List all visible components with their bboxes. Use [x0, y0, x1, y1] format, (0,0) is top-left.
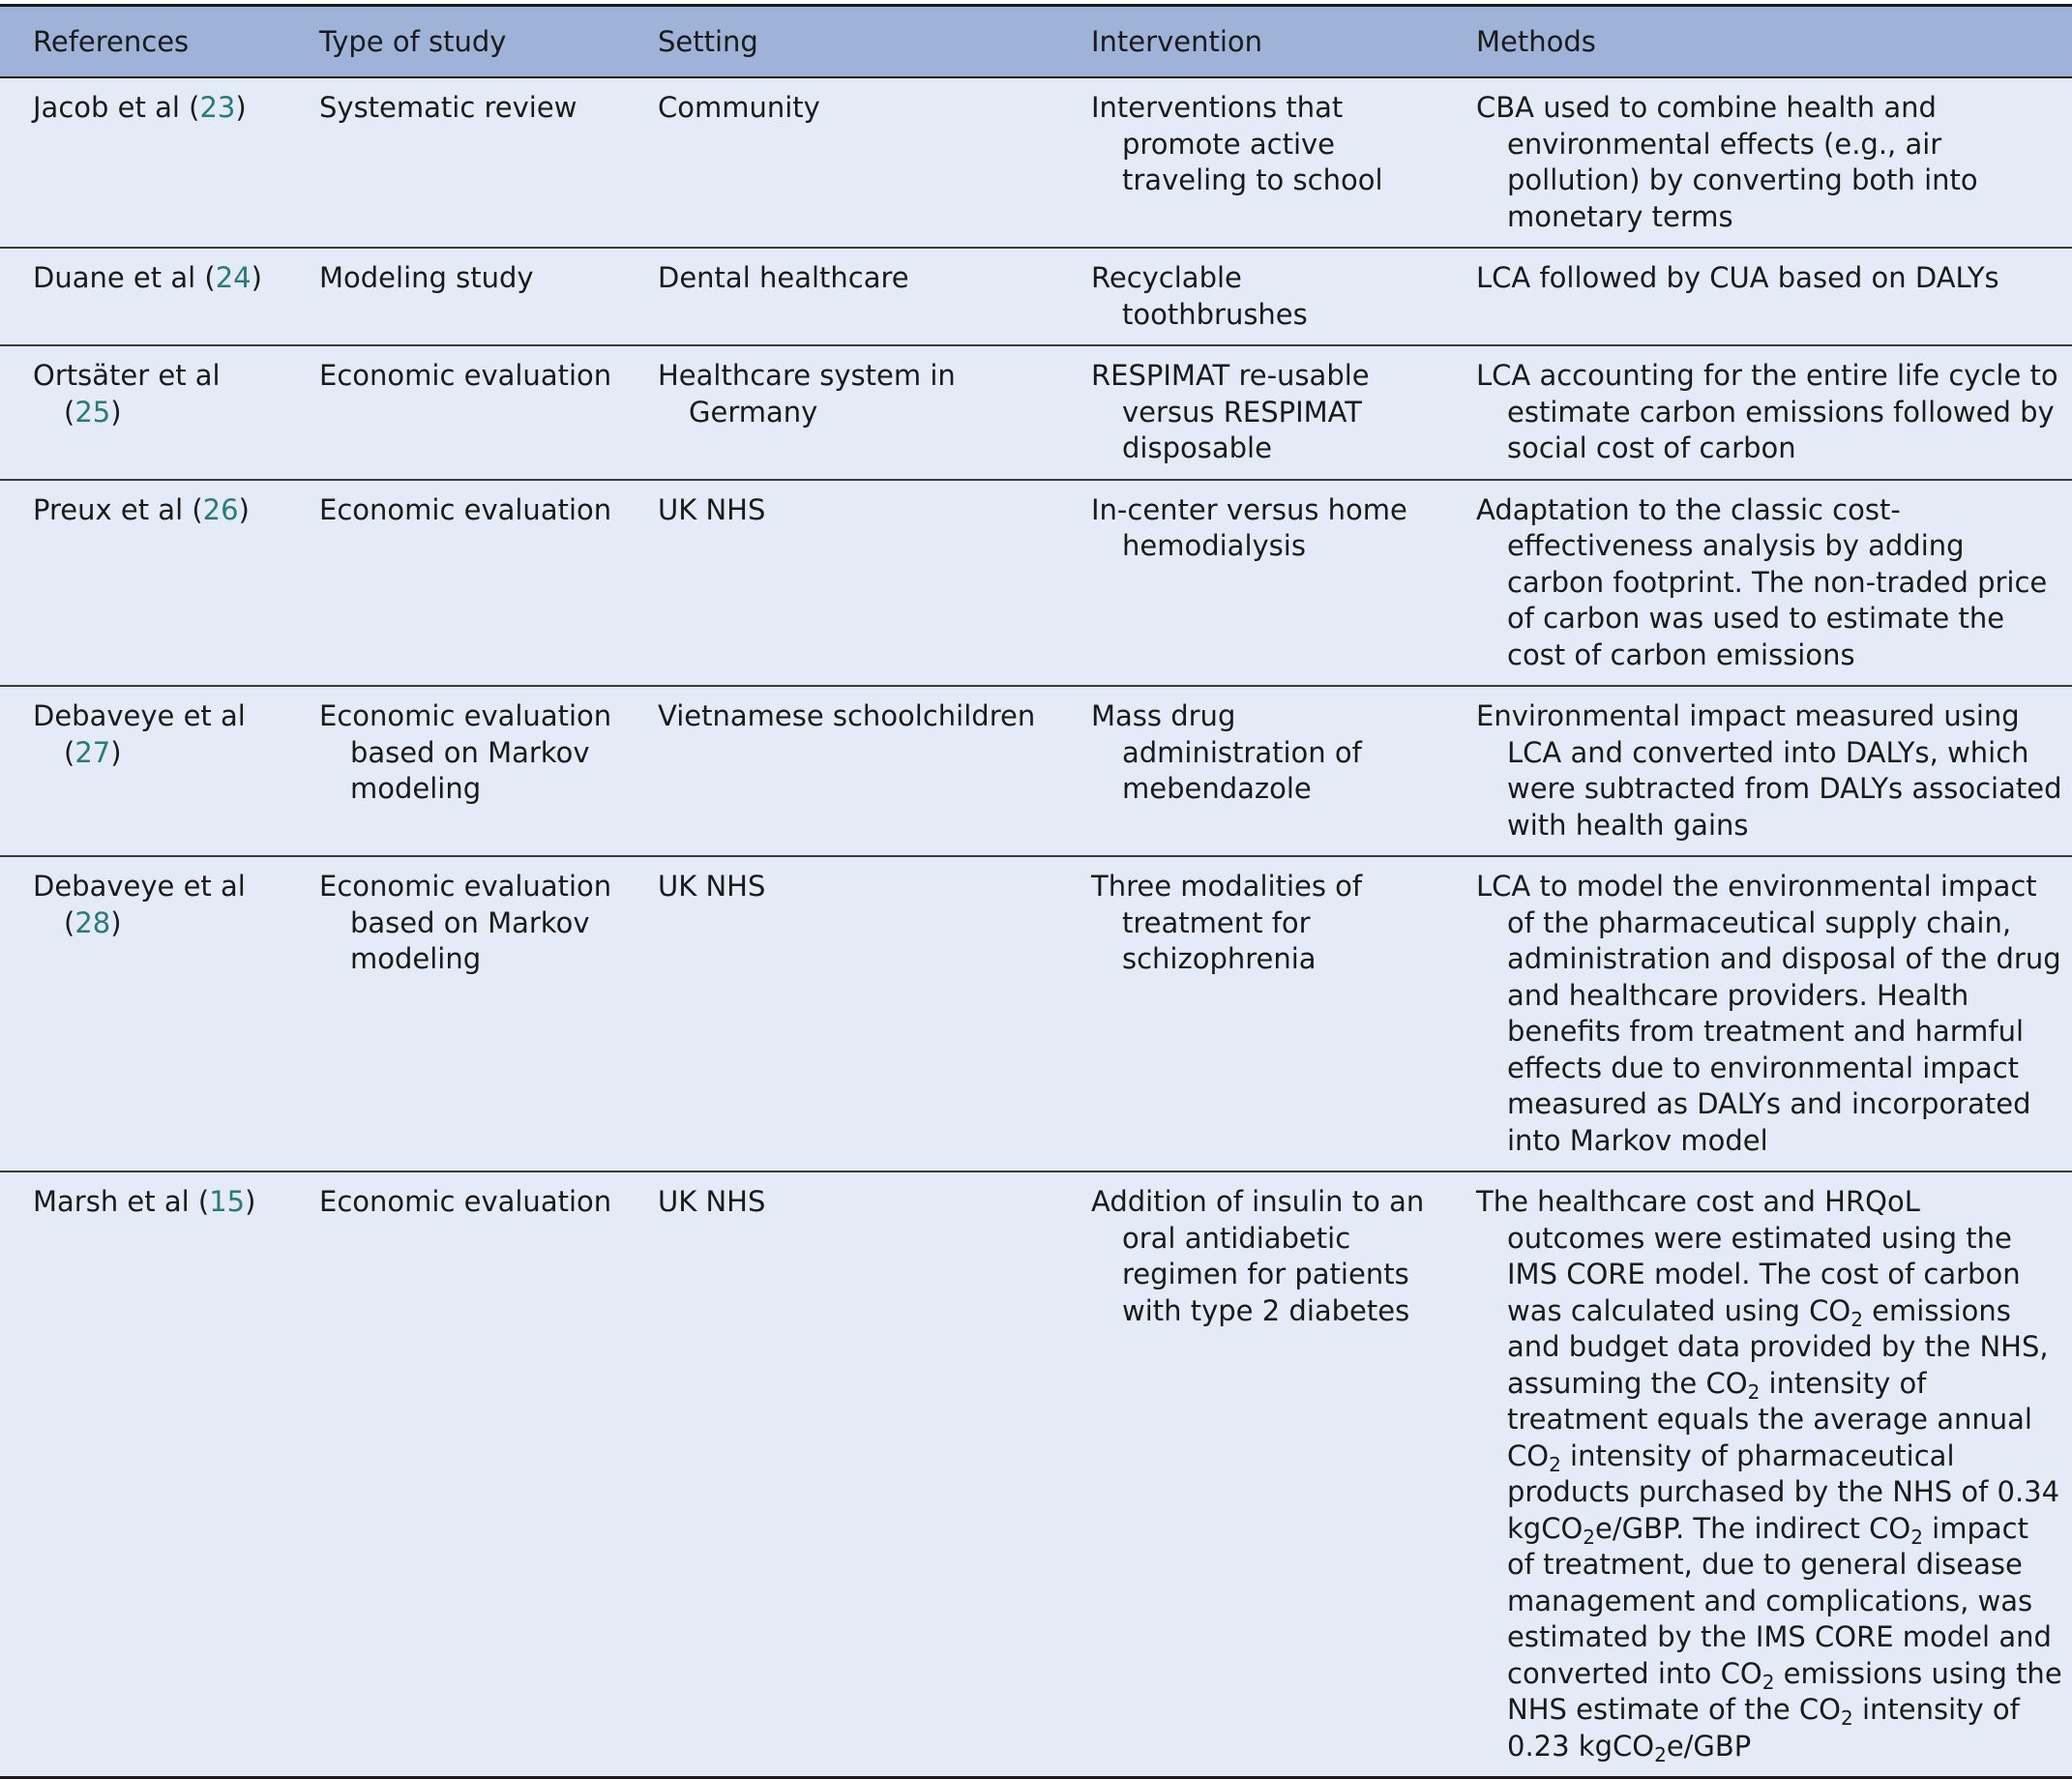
intervention-text: In-center versus home hemodialysis	[1091, 492, 1407, 562]
table-row	[0, 856, 2072, 1171]
cell-type-of-study	[286, 686, 625, 856]
setting-text: UK NHS	[658, 492, 766, 526]
setting-text: Vietnamese schoolchildren	[658, 699, 1036, 732]
methods-text: LCA to model the environmental impact of the pharmaceutical supply chain, administration and disposal of the drug and healthcare providers. Health benefits from treatment and harmful effects due to environmental impact measured as DALYs and incorporated into Markov model	[1476, 870, 2061, 1157]
cell-methods	[1443, 856, 2072, 1171]
author-name: Debaveye et al	[33, 699, 246, 732]
subscript-2: 2	[1910, 1525, 1923, 1549]
intervention-text: Addition of insulin to an oral antidiabetic regimen for patients with type 2 diabetes	[1091, 1185, 1425, 1327]
reference-link[interactable]: 27	[74, 735, 111, 769]
reference-text: Debaveye et al (28)	[33, 870, 246, 939]
cell-reference	[0, 77, 286, 248]
table-row	[0, 345, 2072, 480]
table-body	[0, 77, 2072, 1778]
subscript-2: 2	[1841, 1706, 1853, 1730]
methods-fragment: intensity of treatment equals the average annual CO	[1507, 1366, 2032, 1472]
cell-type-of-study	[286, 1171, 625, 1778]
cell-setting	[625, 248, 1058, 345]
cell-intervention	[1058, 345, 1443, 480]
author-name: Marsh et al	[33, 1185, 190, 1218]
cell-setting	[625, 686, 1058, 856]
cell-setting	[625, 856, 1058, 1171]
subscript-2: 2	[1654, 1742, 1667, 1766]
cell-intervention	[1058, 77, 1443, 248]
setting-text: UK NHS	[658, 1185, 766, 1218]
cell-type-of-study	[286, 345, 625, 480]
setting-text: Community	[658, 91, 820, 124]
table-row	[0, 1171, 2072, 1778]
cell-reference	[0, 480, 286, 687]
methods-fragment: emissions using the NHS estimate of the CO	[1507, 1656, 2062, 1726]
reference-link[interactable]: 28	[74, 905, 111, 939]
methods-text: Environmental impact measured using LCA and converted into DALYs, which were subtracted from DALYs associated with health gains	[1476, 699, 2062, 842]
cell-reference	[0, 1171, 286, 1778]
methods-text: LCA followed by CUA based on DALYs	[1476, 261, 1999, 294]
author-name: Debaveye et al	[33, 870, 246, 903]
cell-intervention	[1058, 248, 1443, 345]
methods-fragment: impact of treatment, due to general disease management and complications, was estimated by the IMS CORE model and converted into CO	[1507, 1511, 2052, 1690]
cell-methods	[1443, 77, 2072, 248]
type-of-study-text: Economic evaluation	[319, 359, 612, 392]
cell-methods	[1443, 1171, 2072, 1778]
setting-text: Dental healthcare	[658, 261, 909, 294]
cell-setting	[625, 1171, 1058, 1778]
methods-fragment: The healthcare cost and HRQoL outcomes were estimated using the IMS CORE model. The cost of carbon was calculated using CO	[1476, 1185, 2021, 1327]
reference-link[interactable]: 24	[215, 261, 252, 294]
subscript-2: 2	[1850, 1307, 1863, 1331]
reference-text: Jacob et al (23)	[33, 91, 247, 124]
header-type-of-study: Type of study	[319, 25, 507, 58]
header-setting: Setting	[658, 25, 758, 58]
cell-intervention	[1058, 856, 1443, 1171]
setting-text: UK NHS	[658, 870, 766, 903]
type-of-study-text: Economic evaluation based on Markov modeling	[319, 699, 612, 805]
reference-text: Preux et al (26)	[33, 492, 250, 526]
methods-fragment: e/GBP. The indirect CO	[1595, 1511, 1911, 1545]
cell-setting	[625, 480, 1058, 687]
type-of-study-text: Economic evaluation	[319, 492, 612, 526]
cell-reference	[0, 248, 286, 345]
reference-link[interactable]: 26	[202, 492, 239, 526]
intervention-text: Recyclable toothbrushes	[1091, 261, 1308, 331]
author-name: Ortsäter et al	[33, 359, 221, 392]
setting-text: Healthcare system in Germany	[658, 359, 956, 429]
cell-type-of-study	[286, 248, 625, 345]
studies-table	[0, 4, 2072, 1779]
header-intervention: Intervention	[1091, 25, 1263, 58]
reference-text: Duane et al (24)	[33, 261, 262, 294]
reference-text: Ortsäter et al (25)	[33, 359, 221, 429]
header-row	[0, 6, 2072, 78]
reference-link[interactable]: 23	[199, 91, 236, 124]
cell-reference	[0, 856, 286, 1171]
reference-text: Marsh et al (15)	[33, 1185, 256, 1218]
subscript-2: 2	[1747, 1379, 1761, 1404]
table-header	[0, 6, 2072, 78]
cell-setting	[625, 77, 1058, 248]
methods-text: CBA used to combine health and environmental effects (e.g., air pollution) by converting both into monetary terms	[1476, 91, 1978, 233]
author-name: Jacob et al	[33, 91, 180, 124]
subscript-2: 2	[1583, 1525, 1596, 1549]
reference-link[interactable]: 25	[74, 395, 111, 429]
table-row	[0, 480, 2072, 687]
cell-reference	[0, 345, 286, 480]
methods-fragment: intensity of pharmaceutical products purchased by the NHS of 0.34 kgCO	[1507, 1438, 2060, 1545]
reference-link[interactable]: 15	[209, 1185, 246, 1218]
methods-fragment: e/GBP	[1666, 1729, 1752, 1763]
cell-intervention	[1058, 1171, 1443, 1778]
cell-intervention	[1058, 480, 1443, 687]
methods-text	[1476, 1184, 2064, 1764]
methods-fragment: intensity of 0.23 kgCO	[1507, 1693, 2020, 1763]
cell-methods	[1443, 248, 2072, 345]
methods-fragment: emissions and budget data provided by the NHS, assuming the CO	[1507, 1293, 2049, 1400]
intervention-text: RESPIMAT re-usable versus RESPIMAT disposable	[1091, 359, 1370, 464]
intervention-text: Interventions that promote active traveling to school	[1091, 91, 1383, 196]
header-references: References	[33, 25, 190, 58]
type-of-study-text: Modeling study	[319, 261, 534, 294]
intervention-text: Three modalities of treatment for schizophrenia	[1091, 870, 1363, 975]
type-of-study-text: Economic evaluation	[319, 1185, 612, 1218]
cell-methods	[1443, 345, 2072, 480]
intervention-text: Mass drug administration of mebendazole	[1091, 699, 1362, 805]
methods-text: LCA accounting for the entire life cycle to estimate carbon emissions followed by social cost of carbon	[1476, 359, 2058, 464]
table-row	[0, 77, 2072, 248]
cell-methods	[1443, 480, 2072, 687]
type-of-study-text: Economic evaluation based on Markov modeling	[319, 870, 612, 975]
methods-text: Adaptation to the classic cost-effectiveness analysis by adding carbon footprint. The non-traded price of carbon was used to estimate the cost of carbon emissions	[1476, 492, 2048, 671]
cell-setting	[625, 345, 1058, 480]
author-name: Duane et al	[33, 261, 196, 294]
cell-intervention	[1058, 686, 1443, 856]
subscript-2: 2	[1549, 1452, 1561, 1476]
cell-methods	[1443, 686, 2072, 856]
reference-text: Debaveye et al (27)	[33, 699, 246, 769]
header-methods: Methods	[1476, 25, 1596, 58]
cell-reference	[0, 686, 286, 856]
table-row	[0, 686, 2072, 856]
author-name: Preux et al	[33, 492, 184, 526]
table-row	[0, 248, 2072, 345]
subscript-2: 2	[1761, 1670, 1775, 1694]
type-of-study-text: Systematic review	[319, 91, 577, 124]
cell-type-of-study	[286, 480, 625, 687]
cell-type-of-study	[286, 856, 625, 1171]
cell-type-of-study	[286, 77, 625, 248]
